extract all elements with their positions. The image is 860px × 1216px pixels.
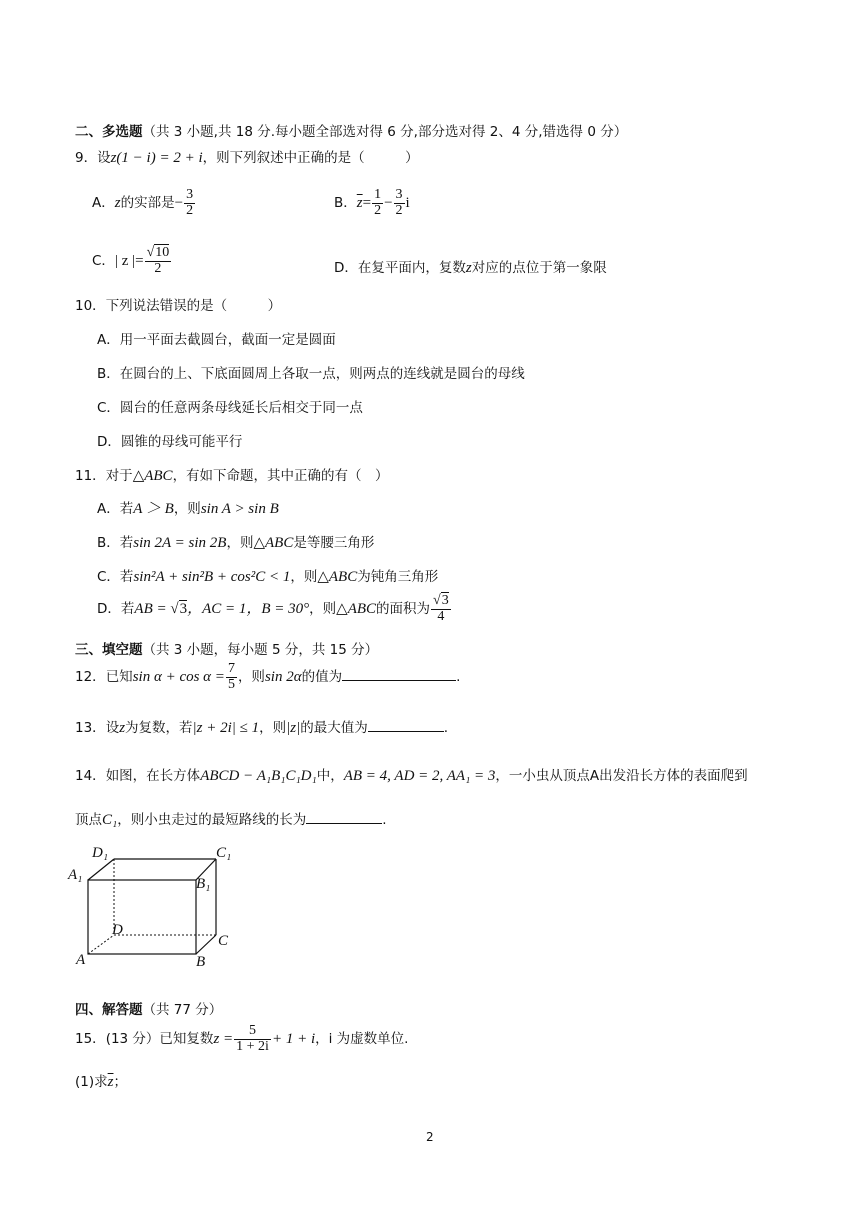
question-11: 11．对于△ABC，有如下命题，其中正确的有（ ）	[75, 468, 389, 484]
question-10: 10．下列说法错误的是（ ）	[75, 298, 282, 314]
q9-option-a: A．z的实部是− $\frac{3}{2}$	[92, 187, 194, 218]
q11-option-b: B．若sin 2A = sin 2B，则△ABC是等腰三角形	[97, 535, 375, 551]
question-14-line-2: 顶点C₁，则小虫走过的最短路线的长为 .	[75, 808, 387, 829]
question-13: 13．设z为复数，若|z + 2i| ≤ 1，则|z|的最大值为 .	[75, 716, 448, 737]
q11-option-d: D．若AB = √3，AC = 1，B = 30°，则△ABC的面积为 $\frac{√3}{4}$	[97, 593, 449, 624]
vertex-label: D	[112, 922, 123, 938]
question-9: 9．设z(1 − i) = 2 + i，则下列叙述中正确的是（ ）	[75, 150, 419, 166]
q9-option-b: B．$\overline{z}=$ $\frac{1}{2}$ − $\frac{3}{2}$ i	[334, 187, 410, 218]
q9-option-d: D．在复平面内，复数z对应的点位于第一象限	[334, 260, 607, 276]
page-number: 2	[426, 1130, 434, 1144]
vertex-label: A	[76, 952, 86, 968]
question-15: 15．(13 分）已知复数z = $\frac{5}{1 + 2i}$ + 1 + i，i 为虚数单位.	[75, 1023, 409, 1054]
section-2-heading: 二、多选题（共 3 小题,共 18 分.每小题全部选对得 6 分,部分选对得 2、4 分,错选得 0 分）	[75, 124, 628, 140]
q10-option-c: C．圆台的任意两条母线延长后相交于同一点	[97, 400, 363, 416]
cuboid-figure	[66, 842, 246, 970]
fraction: $\frac{3}{2}$	[186, 187, 194, 218]
vertex-label: D₁	[92, 845, 109, 861]
q11-option-c: C．若sin²A + sin²B + cos²C < 1，则△ABC为钝角三角形	[97, 569, 439, 585]
vertex-label: A₁	[68, 867, 83, 883]
q10-option-a: A．用一平面去截圆台，截面一定是圆面	[97, 332, 336, 348]
q15-sub-1: (1)求$\overline{z}$；	[75, 1074, 127, 1090]
vertex-label: C	[218, 933, 229, 949]
question-12: 12．已知sin α + cos α = $\frac{7}{5}$ ，则sin 2α的值为 .	[75, 661, 461, 692]
q11-option-a: A．若A ＞ B，则sin A > sin B	[97, 501, 279, 517]
answer-blank[interactable]	[342, 666, 456, 681]
vertex-label: C₁	[216, 845, 232, 861]
section-3-heading: 三、填空题（共 3 小题，每小题 5 分，共 15 分）	[75, 642, 379, 658]
cuboid-front-face	[88, 880, 196, 954]
question-14: 14．如图，在长方体ABCD − A₁B₁C₁D₁中，AB = 4, AD = 2, AA₁ = 3，一小虫从顶点A出发沿长方体的表面爬到	[75, 768, 748, 784]
vertex-label: B₁	[196, 876, 211, 892]
q10-option-d: D．圆锥的母线可能平行	[97, 434, 243, 450]
section-4-heading: 四、解答题（共 77 分）	[75, 1002, 223, 1018]
answer-blank[interactable]	[306, 809, 382, 824]
q10-option-b: B．在圆台的上、下底面圆周上各取一点，则两点的连线就是圆台的母线	[97, 366, 525, 382]
vertex-label: B	[196, 954, 206, 970]
hidden-edge	[88, 935, 114, 954]
answer-blank[interactable]	[368, 717, 444, 732]
q9-option-c: C．| z |= $\frac{√10}{2}$	[92, 245, 170, 276]
